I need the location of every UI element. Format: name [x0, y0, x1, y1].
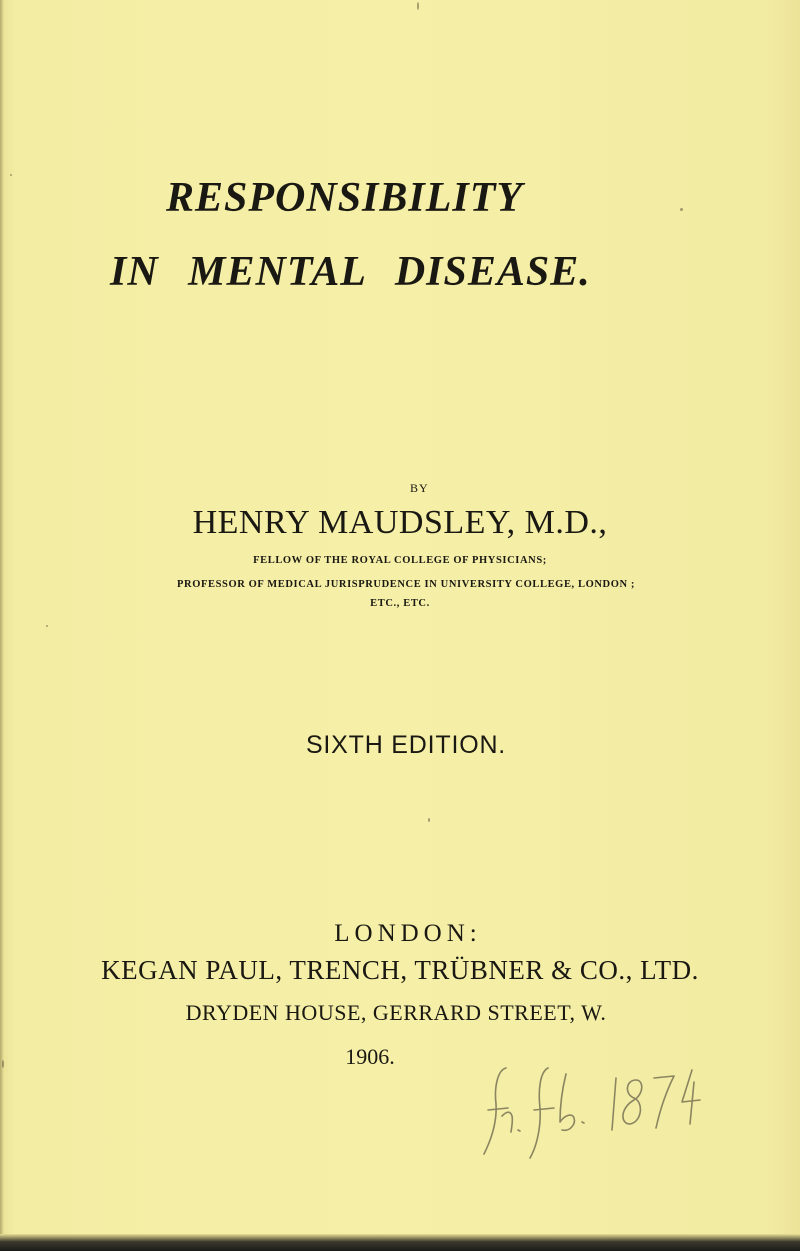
imprint-publisher: KEGAN PAUL, TRENCH, TRÜBNER & CO., LTD.	[101, 955, 699, 985]
credential-line-3: ETC., ETC.	[370, 598, 430, 609]
credential-line-2: PROFESSOR OF MEDICAL JURISPRUDENCE IN UNIVERSITY COLLEGE, LONDON ;	[177, 579, 635, 590]
page-bottom-edge	[0, 1234, 800, 1251]
title-line-1: RESPONSIBILITY	[166, 175, 524, 221]
credential-line-1: FELLOW OF THE ROYAL COLLEGE OF PHYSICIANS;	[253, 555, 547, 566]
paper-speck	[46, 625, 48, 627]
edition-statement: SIXTH EDITION.	[305, 731, 507, 759]
paper-speck	[10, 174, 12, 176]
imprint-city: LONDON:	[334, 920, 482, 947]
imprint-address: DRYDEN HOUSE, GERRARD STREET, W.	[185, 1000, 607, 1025]
paper-speck	[2, 1060, 4, 1068]
handwritten-pencil-note	[478, 1060, 728, 1160]
paper-speck	[680, 208, 683, 211]
paper-speck	[428, 818, 430, 822]
title-line-2: IN MENTAL DISEASE.	[110, 249, 591, 295]
paper-speck	[417, 2, 419, 10]
imprint-year: 1906.	[345, 1044, 395, 1069]
author-name: HENRY MAUDSLEY, M.D.,	[192, 504, 608, 541]
byline: BY	[410, 481, 429, 495]
